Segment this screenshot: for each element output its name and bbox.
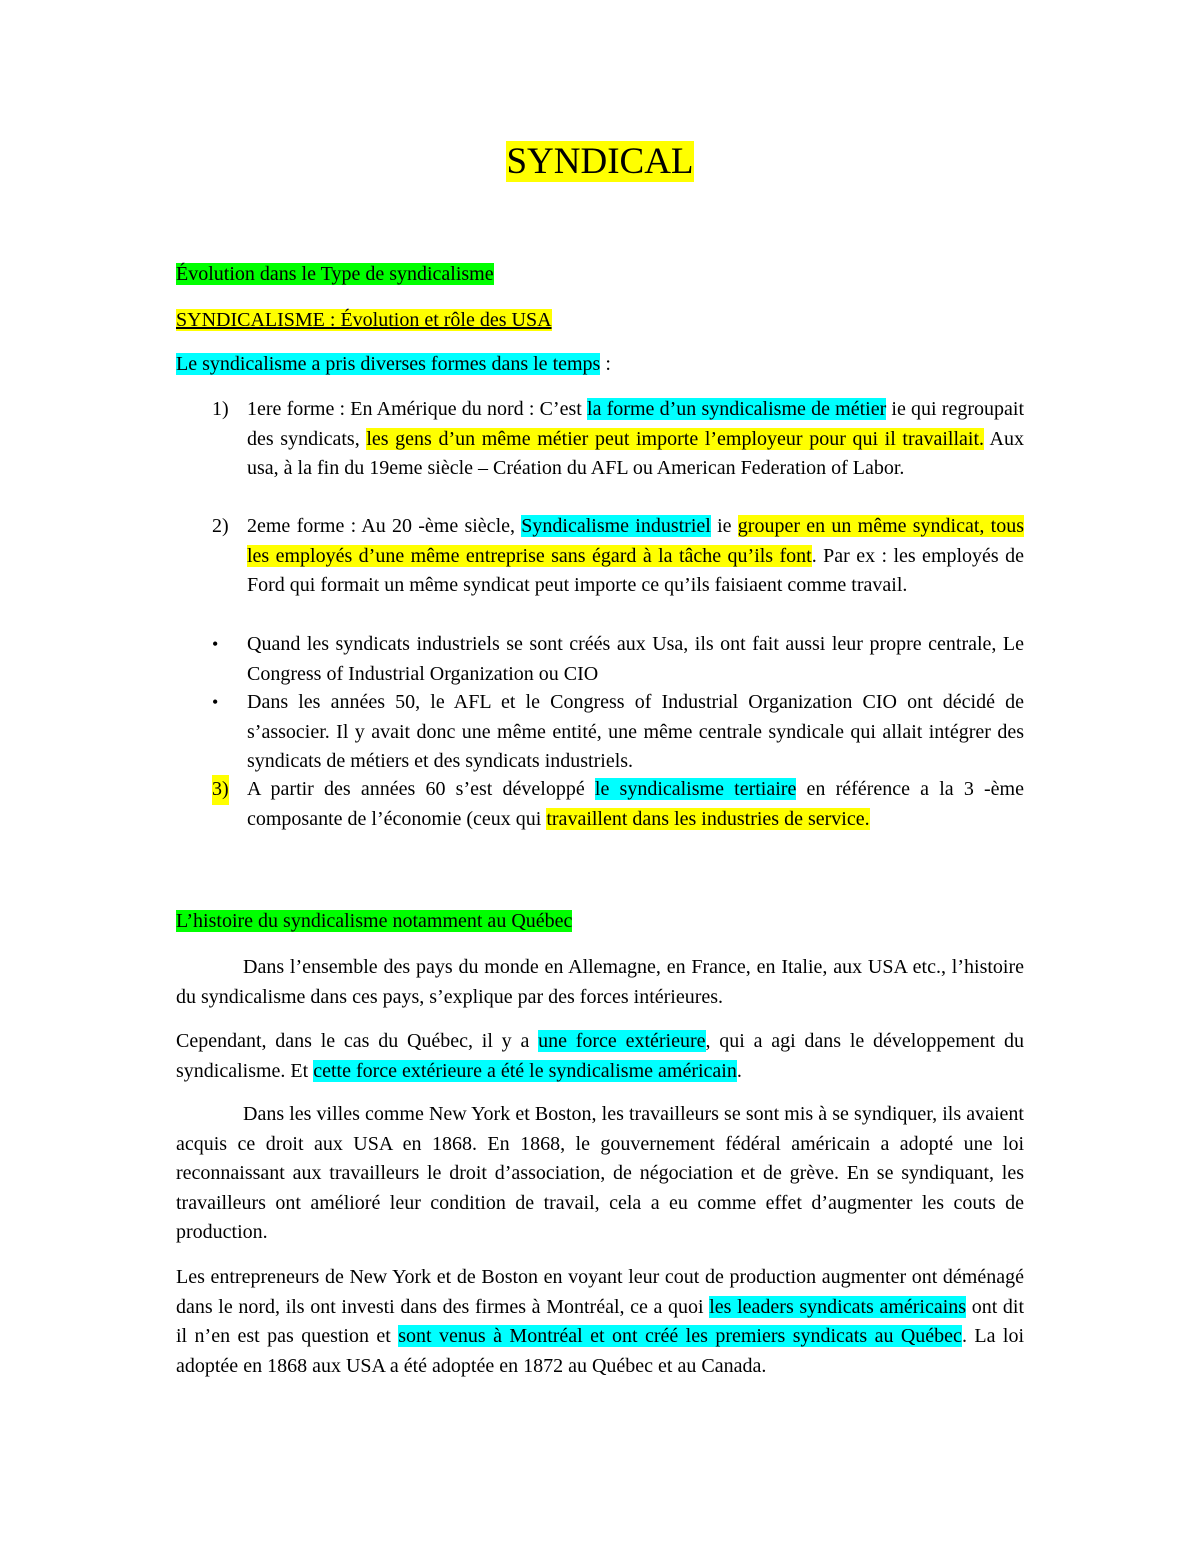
section-heading-quebec: L’histoire du syndicalisme notamment au Québec <box>176 910 573 932</box>
bullet-item-text: Dans les années 50, le AFL et le Congress of Industrial Organization CIO ont décidé de s’associer. Il y avait donc une même entité, une même centrale syndicale qui allait intégrer des syndicats de métiers et des syndicats industriels. <box>247 691 1024 772</box>
document-title: SYNDICAL <box>506 141 694 182</box>
section-heading-syndicalisme-usa: SYNDICALISME : Évolution et rôle des USA <box>176 309 552 331</box>
section-heading-evolution: Évolution dans le Type de syndicalisme <box>176 263 494 285</box>
paragraph: Cependant, dans le cas du Québec, il y a une force extérieure, qui a agi dans le développement du syndicalisme. Et cette force extérieure a été le syndicalisme américain. <box>176 1030 1024 1082</box>
list-marker: 2) <box>212 515 229 537</box>
bullet-icon: • <box>212 692 219 712</box>
bullet-icon: • <box>212 634 219 654</box>
list-item-text: 2eme forme : Au 20 -ème siècle, Syndicalisme industriel ie grouper en un même syndicat, tous les employés d’une même entreprise sans égard à la tâche qu’ils font. Par ex : les employés de Ford qui formait un même syndicat peut importe ce qu’ils faisiaent comme travail. <box>247 515 1025 596</box>
list-marker: 1) <box>212 398 229 420</box>
intro-line: Le syndicalisme a pris diverses formes dans le temps : <box>176 353 611 375</box>
paragraph: Les entrepreneurs de New York et de Boston en voyant leur cout de production augmenter ont déménagé dans le nord, ils ont investi dans des firmes à Montréal, ce a quoi les leaders syndicats américains ont dit il n’en est pas question et sont venus à Montréal et ont créé les premiers syndicats au Québec. La loi adoptée en 1868 aux USA a été adoptée en 1872 au Québec et au Canada. <box>176 1266 1025 1377</box>
paragraph: Dans l’ensemble des pays du monde en Allemagne, en France, en Italie, aux USA etc., l’histoire du syndicalisme dans ces pays, s’explique par des forces intérieures. <box>176 956 1024 1008</box>
paragraph: Dans les villes comme New York et Boston, les travailleurs se sont mis à se syndiquer, ils avaient acquis ce droit aux USA en 1868. En 1868, le gouvernement fédéral américain a adopté une loi reconnaissant aux travailleurs le droit d’association, de négociation et de grève. En se syndiquant, les travailleurs ont amélioré leur condition de travail, cela a eu comme effet d’augmenter les couts de production. <box>176 1103 1024 1243</box>
bullet-item-text: Quand les syndicats industriels se sont créés aux Usa, ils ont fait aussi leur propre centrale, Le Congress of Industrial Organization ou CIO <box>247 633 1024 685</box>
list-item-text: A partir des années 60 s’est développé le syndicalisme tertiaire en référence a la 3 -ème composante de l’économie (ceux qui travaillent dans les industries de service. <box>247 778 1024 830</box>
list-marker: 3) <box>212 775 229 805</box>
list-item-text: 1ere forme : En Amérique du nord : C’est la forme d’un syndicalisme de métier ie qui regroupait des syndicats, les gens d’un même métier peut importe l’employeur pour qui il travaillait. Aux usa, à la fin du 19eme siècle – Création du AFL ou American Federation of Labor. <box>247 398 1024 479</box>
